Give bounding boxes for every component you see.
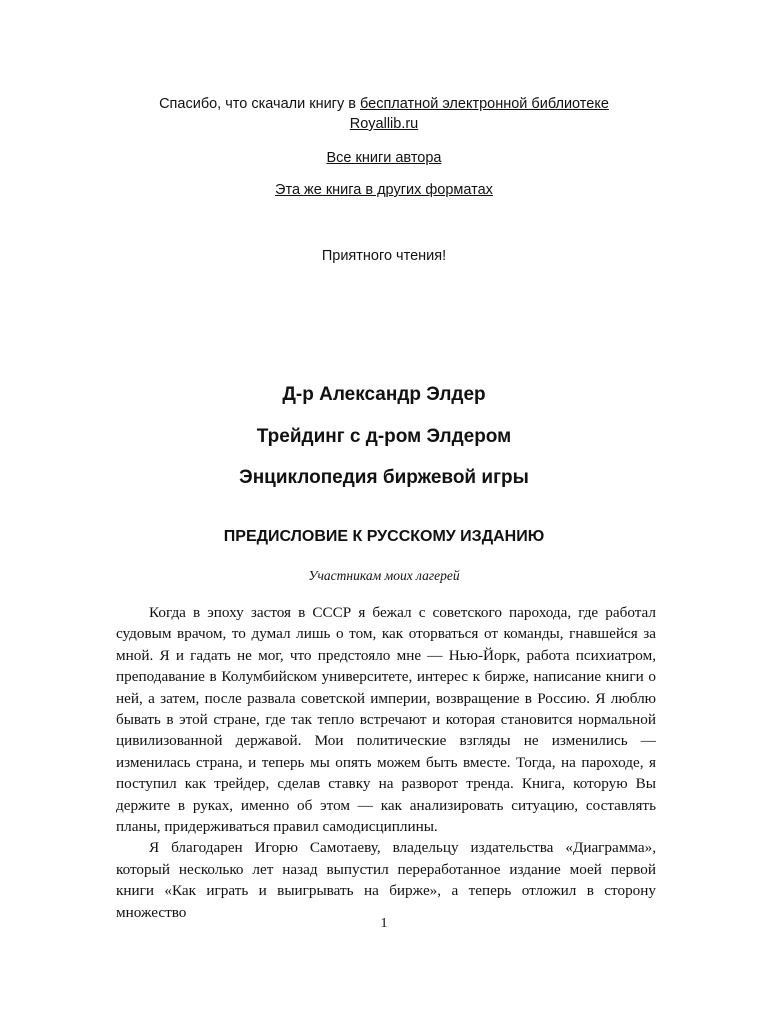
- author-name: Д-р Александр Элдер: [282, 384, 486, 405]
- epigraph: Участникам моих лагерей: [308, 568, 460, 583]
- book-subtitle: Энциклопедия биржевой игры: [239, 467, 529, 488]
- site-link-line: [0, 114, 768, 134]
- all-books-line: [0, 148, 768, 168]
- paragraph-1: Когда в эпоху застоя в СССР я бежал с советского парохода, где работал судовым врачом, то думал лишь о том, как оторваться от команды, гнавшейся за мной. Я и гадать не мог, что предстояло мне — Нью-Йорк, работа психиатром, преподавание в Колумбийском университете, интерес к бирже, написание книги о ней, а затем, после развала советской империи, возвращение в Россию. Я люблю бывать в этой стране, где так тепло встречают и которая становится нормальной цивилизованной державой. Мои политические взгляды не изменились — изменилась страна, и теперь мы опять можем быть вместе. Тогда, на пароходе, я поступил как трейдер, сделав ставку на разворот тренда. Книга, которую Вы держите в руках, именно об этом — как анализировать ситуацию, составлять планы, придерживаться правил самодисциплины.: [116, 604, 656, 836]
- other-formats-line: [0, 180, 768, 200]
- enjoy-reading-text: Приятного чтения!: [321, 248, 447, 264]
- library-link[interactable]: бесплатной электронной библиотеке: [359, 96, 609, 112]
- section-heading: ПРЕДИСЛОВИЕ К РУССКОМУ ИЗДАНИЮ: [223, 528, 545, 545]
- all-books-link[interactable]: Все книги автора: [326, 150, 442, 166]
- page-number: 1: [380, 916, 388, 931]
- download-thanks-line: [0, 94, 768, 114]
- other-formats-link[interactable]: Эта же книга в других форматах: [275, 182, 493, 198]
- paragraph-2: Я благодарен Игорю Самотаеву, владельцу издательства «Диаграмма», который несколько лет назад выпустил переработанное издание моей первой книги «Как играть и выигрывать на бирже», а теперь отложил в сторону множество: [116, 839, 656, 921]
- royallib-link[interactable]: Royallib.ru: [349, 116, 419, 132]
- book-title: Трейдинг с д-ром Элдером: [256, 426, 512, 447]
- body-text: [116, 602, 656, 923]
- thanks-text: Спасибо, что скачали книгу в: [159, 96, 360, 112]
